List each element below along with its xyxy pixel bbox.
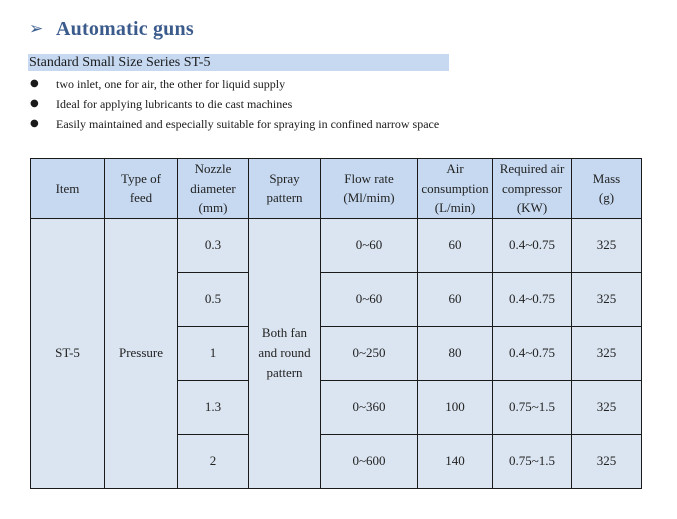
table-header-row (31, 159, 642, 219)
cell-air: 80 (418, 326, 493, 380)
cell-nozzle: 2 (178, 434, 249, 488)
header-nozzle-diameter: Nozzle diameter (mm) (178, 159, 249, 219)
cell-item: ST-5 (31, 218, 105, 488)
feature-item (30, 114, 439, 134)
cell-flow: 0~60 (321, 272, 418, 326)
cell-flow: 0~250 (321, 326, 418, 380)
arrow-right-icon: ➢ (29, 19, 44, 39)
header-spray-pattern: Spray pattern (249, 159, 321, 219)
cell-nozzle: 0.3 (178, 218, 249, 272)
cell-compressor: 0.75~1.5 (493, 434, 572, 488)
feature-text: Easily maintained and especially suitable for spraying in confined narrow space (56, 116, 440, 131)
feature-text: Ideal for applying lubricants to die cast machines (56, 96, 293, 111)
bullet-icon: ● (30, 98, 39, 109)
cell-flow: 0~600 (321, 434, 418, 488)
header-air-consumption: Air consumption (L/min) (418, 159, 493, 219)
cell-nozzle: 1.3 (178, 380, 249, 434)
cell-air: 60 (418, 272, 493, 326)
table-row (31, 218, 642, 272)
cell-mass: 325 (572, 326, 642, 380)
cell-mass: 325 (572, 272, 642, 326)
header-mass: Mass (g) (572, 159, 642, 219)
cell-type-of-feed: Pressure (105, 218, 178, 488)
cell-compressor: 0.4~0.75 (493, 272, 572, 326)
cell-air: 100 (418, 380, 493, 434)
feature-item (30, 74, 439, 94)
cell-compressor: 0.75~1.5 (493, 380, 572, 434)
header-required-air-compressor: Required air compressor (KW) (493, 159, 572, 219)
cell-nozzle: 0.5 (178, 272, 249, 326)
cell-mass: 325 (572, 218, 642, 272)
cell-flow: 0~60 (321, 218, 418, 272)
feature-list (30, 74, 439, 134)
cell-spray-pattern: Both fan and round pattern (249, 218, 321, 488)
cell-flow: 0~360 (321, 380, 418, 434)
feature-item (30, 94, 439, 114)
cell-mass: 325 (572, 380, 642, 434)
header-item: Item (31, 159, 105, 219)
header-type-of-feed: Type of feed (105, 159, 178, 219)
cell-compressor: 0.4~0.75 (493, 218, 572, 272)
section-title: Automatic guns (56, 17, 194, 40)
cell-compressor: 0.4~0.75 (493, 326, 572, 380)
cell-mass: 325 (572, 434, 642, 488)
spec-table (30, 158, 642, 489)
series-label: Standard Small Size Series ST-5 (28, 54, 449, 71)
bullet-icon: ● (30, 78, 39, 89)
header-flow-rate: Flow rate (Ml/mim) (321, 159, 418, 219)
cell-air: 60 (418, 218, 493, 272)
cell-air: 140 (418, 434, 493, 488)
section-heading (29, 14, 194, 44)
cell-nozzle: 1 (178, 326, 249, 380)
feature-text: two inlet, one for air, the other for liquid supply (56, 76, 286, 91)
bullet-icon: ● (30, 118, 39, 129)
